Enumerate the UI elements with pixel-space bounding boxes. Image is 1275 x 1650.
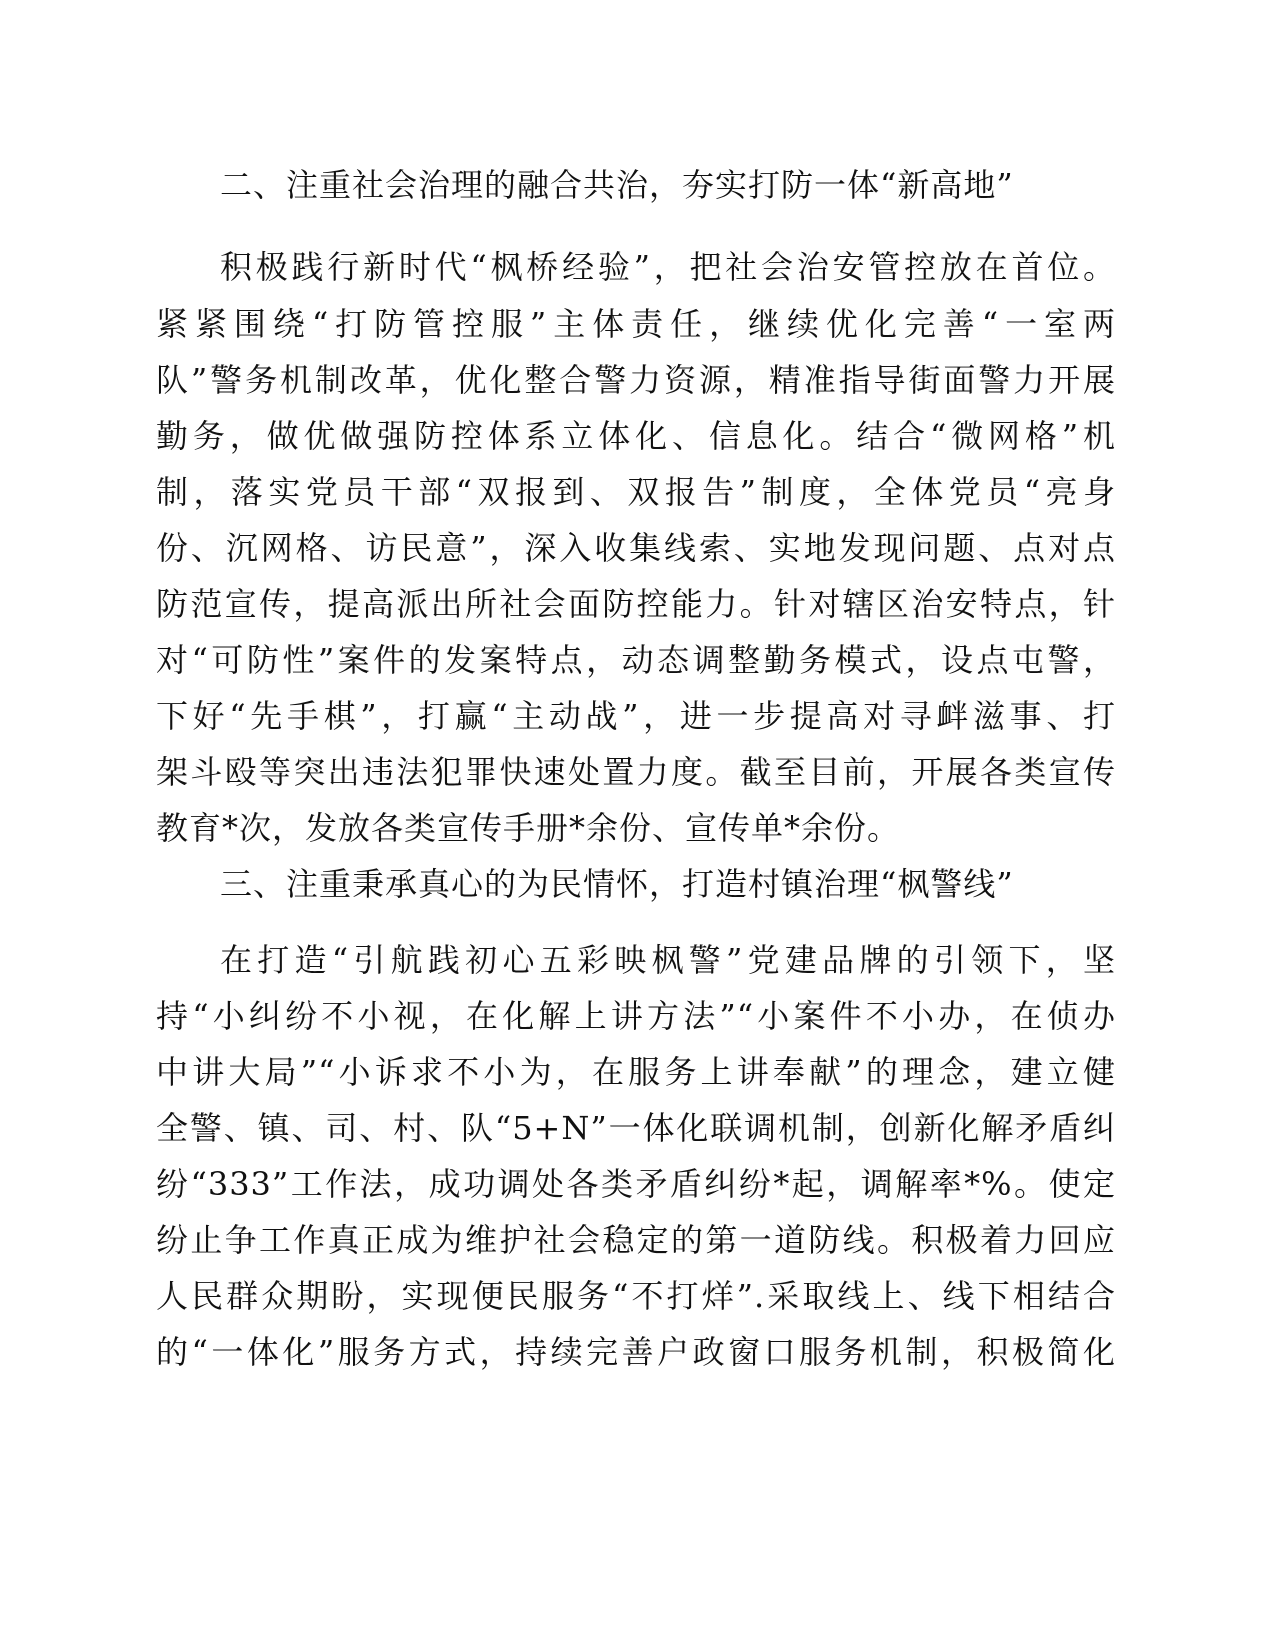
section-3-heading: 三、注重秉承真心的为民情怀，打造村镇治理“枫警线” (220, 865, 1014, 903)
paragraph-line: 防范宣传，提高派出所社会面防控能力。针对辖区治安特点，针 (156, 585, 1116, 623)
paragraph-line: 中讲大局”“小诉求不小为，在服务上讲奉献”的理念，建立健 (156, 1053, 1116, 1091)
paragraph-line: 制，落实党员干部“双报到、双报告”制度，全体党员“亮身 (156, 473, 1116, 511)
paragraph-line: 全警、镇、司、村、队“5+N”一体化联调机制，创新化解矛盾纠 (156, 1109, 1116, 1147)
paragraph-line: 勤务，做优做强防控体系立体化、信息化。结合“微网格”机 (156, 417, 1116, 455)
paragraph-line: 队”警务机制改革，优化整合警力资源，精准指导街面警力开展 (156, 361, 1116, 399)
paragraph-line: 积极践行新时代“枫桥经验”，把社会治安管控放在首位。 (220, 248, 1116, 286)
paragraph-line: 下好“先手棋”，打赢“主动战”，进一步提高对寻衅滋事、打 (156, 697, 1116, 735)
paragraph-line: 在打造“引航践初心五彩映枫警”党建品牌的引领下，坚 (220, 941, 1116, 979)
paragraph-line: 持“小纠纷不小视，在化解上讲方法”“小案件不小办，在侦办 (156, 997, 1116, 1035)
paragraph-line: 纷“333”工作法，成功调处各类矛盾纠纷*起，调解率*%。使定 (156, 1165, 1116, 1203)
paragraph-line: 份、沉网格、访民意”，深入收集线索、实地发现问题、点对点 (156, 529, 1116, 567)
paragraph-line: 教育*次，发放各类宣传手册*余份、宣传单*余份。 (156, 809, 901, 847)
paragraph-line: 架斗殴等突出违法犯罪快速处置力度。截至目前，开展各类宣传 (156, 753, 1116, 791)
paragraph-line: 的“一体化”服务方式，持续完善户政窗口服务机制，积极简化 (156, 1333, 1116, 1371)
paragraph-line: 纷止争工作真正成为维护社会稳定的第一道防线。积极着力回应 (156, 1221, 1116, 1259)
paragraph-line: 紧紧围绕“打防管控服”主体责任，继续优化完善“一室两 (156, 305, 1116, 343)
section-2-heading: 二、注重社会治理的融合共治，夯实打防一体“新高地” (220, 166, 1014, 204)
paragraph-line: 对“可防性”案件的发案特点，动态调整勤务模式，设点屯警， (156, 641, 1116, 679)
paragraph-line: 人民群众期盼，实现便民服务“不打烊”.采取线上、线下相结合 (156, 1277, 1116, 1315)
